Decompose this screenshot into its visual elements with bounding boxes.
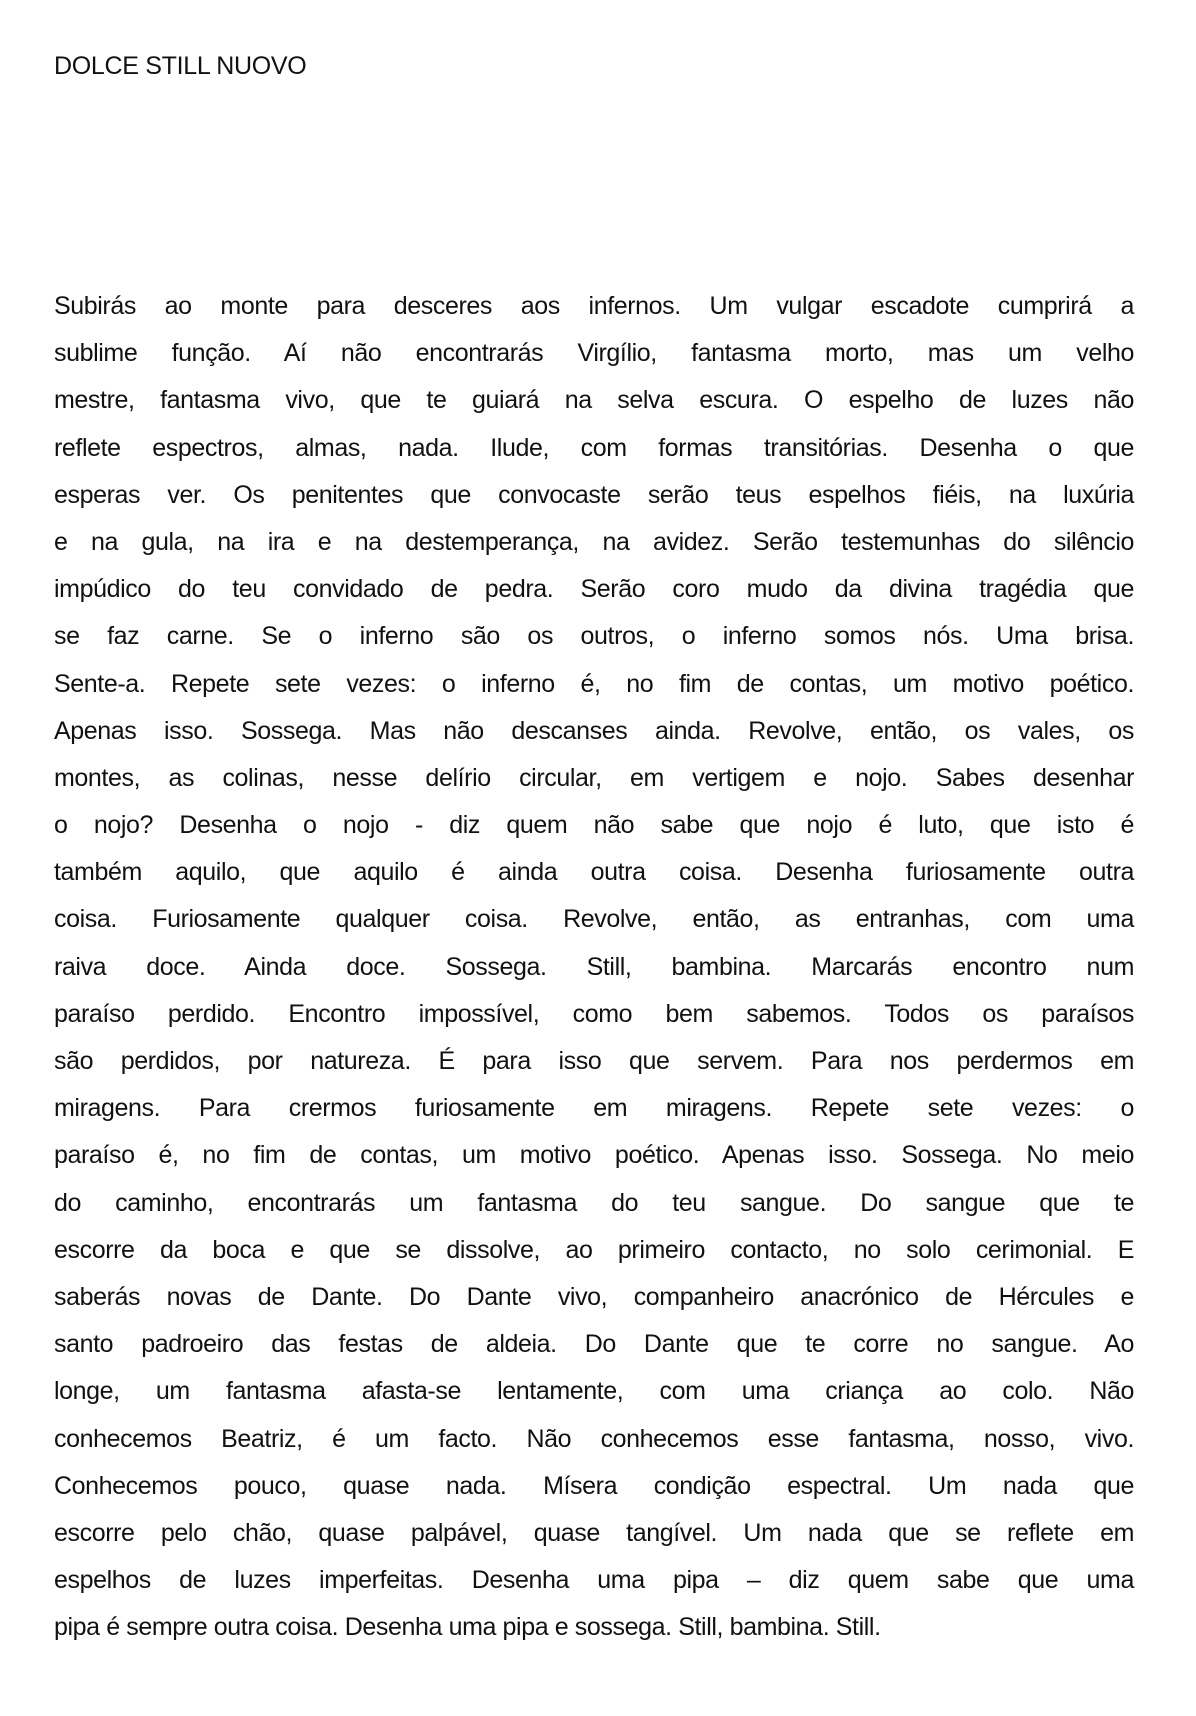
- paragraph-line: mestre, fantasma vivo, que te guiará na selva escura. O espelho de luzes não: [54, 386, 1134, 415]
- paragraph-line: Apenas isso. Sossega. Mas não descanses ainda. Revolve, então, os vales, os: [54, 716, 1134, 745]
- paragraph-line: montes, as colinas, nesse delírio circular, em vertigem e nojo. Sabes desenhar: [54, 763, 1134, 792]
- paragraph-line: coisa. Furiosamente qualquer coisa. Revolve, então, as entranhas, com uma: [54, 905, 1134, 934]
- paragraph-line: longe, um fantasma afasta-se lentamente, com uma criança ao colo. Não: [54, 1377, 1134, 1406]
- paragraph-line: conhecemos Beatriz, é um facto. Não conhecemos esse fantasma, nosso, vivo.: [54, 1424, 1134, 1453]
- paragraph-line: espelhos de luzes imperfeitas. Desenha uma pipa – diz quem sabe que uma: [54, 1566, 1134, 1595]
- paragraph-line: paraíso é, no fim de contas, um motivo poético. Apenas isso. Sossega. No meio: [54, 1141, 1134, 1170]
- paragraph-line: Sente-a. Repete sete vezes: o inferno é, no fim de contas, um motivo poético.: [54, 669, 1134, 698]
- document-body: [54, 283, 1134, 1651]
- paragraph-line: esperas ver. Os penitentes que convocaste serão teus espelhos fiéis, na luxúria: [54, 480, 1134, 509]
- paragraph-line: do caminho, encontrarás um fantasma do teu sangue. Do sangue que te: [54, 1188, 1134, 1217]
- paragraph-line: Subirás ao monte para desceres aos infernos. Um vulgar escadote cumprirá a: [54, 292, 1134, 320]
- paragraph-line: se faz carne. Se o inferno são os outros, o inferno somos nós. Uma brisa.: [54, 622, 1134, 651]
- paragraph-line: pipa é sempre outra coisa. Desenha uma pipa e sossega. Still, bambina. Still.: [54, 1613, 881, 1642]
- paragraph-line: saberás novas de Dante. Do Dante vivo, companheiro anacrónico de Hércules e: [54, 1282, 1134, 1311]
- paragraph-line: escorre pelo chão, quase palpável, quase tangível. Um nada que se reflete em: [54, 1518, 1134, 1547]
- paragraph-line: raiva doce. Ainda doce. Sossega. Still, bambina. Marcarás encontro num: [54, 952, 1134, 981]
- paragraph-line: reflete espectros, almas, nada. Ilude, com formas transitórias. Desenha o que: [54, 433, 1134, 462]
- paragraph-line: paraíso perdido. Encontro impossível, como bem sabemos. Todos os paraísos: [54, 999, 1134, 1028]
- document-title: DOLCE STILL NUOVO: [54, 52, 307, 80]
- paragraph-line: também aquilo, que aquilo é ainda outra coisa. Desenha furiosamente outra: [54, 858, 1134, 887]
- paragraph-line: escorre da boca e que se dissolve, ao primeiro contacto, no solo cerimonial. E: [54, 1235, 1134, 1264]
- paragraph-line: sublime função. Aí não encontrarás Virgílio, fantasma morto, mas um velho: [54, 339, 1134, 368]
- paragraph-line: impúdico do teu convidado de pedra. Serão coro mudo da divina tragédia que: [54, 575, 1134, 604]
- paragraph-line: e na gula, na ira e na destemperança, na avidez. Serão testemunhas do silêncio: [54, 527, 1134, 556]
- paragraph-line: santo padroeiro das festas de aldeia. Do Dante que te corre no sangue. Ao: [54, 1330, 1134, 1359]
- paragraph-line: o nojo? Desenha o nojo - diz quem não sabe que nojo é luto, que isto é: [54, 811, 1134, 840]
- paragraph-line: são perdidos, por natureza. É para isso que servem. Para nos perdermos em: [54, 1047, 1134, 1075]
- paragraph-line: Conhecemos pouco, quase nada. Mísera condição espectral. Um nada que: [54, 1471, 1134, 1500]
- paragraph-line: miragens. Para crermos furiosamente em miragens. Repete sete vezes: o: [54, 1094, 1134, 1123]
